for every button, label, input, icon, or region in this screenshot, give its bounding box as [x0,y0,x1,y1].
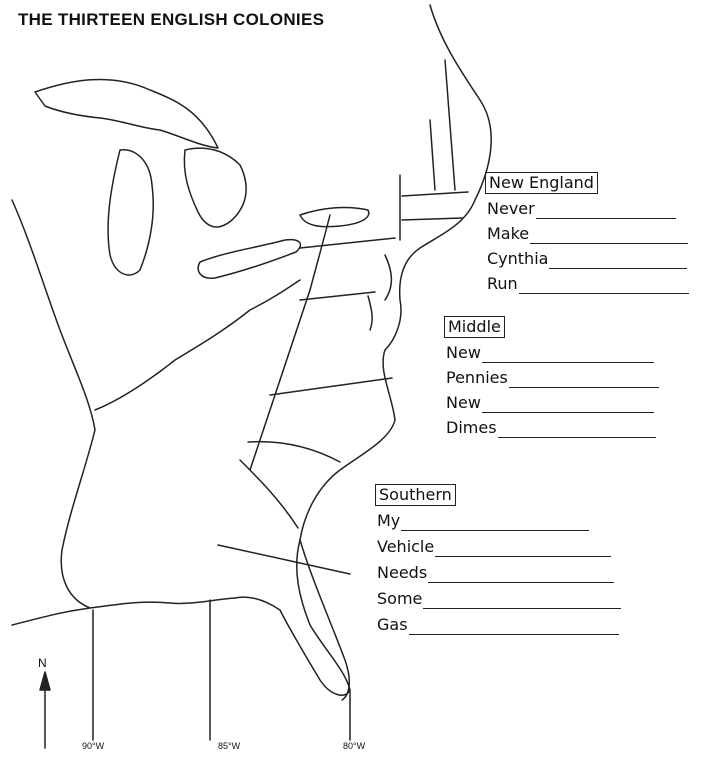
border-ga-fl [218,545,350,574]
new-england-word-3: Cynthia [487,249,549,268]
border-pa-md [300,292,375,300]
middle-blank-1[interactable] [482,348,654,363]
new-england-blank-2[interactable] [530,229,688,244]
border-ma [402,192,468,196]
southern-blank-2[interactable] [435,542,611,557]
border-ct-ri [402,218,462,220]
new-england-blank-3[interactable] [549,254,687,269]
lake-ontario [300,208,369,227]
border-nh-me [445,60,455,190]
new-england-word-1: Never [487,199,535,218]
southern-blank-4[interactable] [423,594,621,609]
border-nj [385,255,391,300]
middle-blank-4[interactable] [498,423,656,438]
lon-label-90: 90°W [82,741,105,751]
lake-michigan [108,150,153,275]
southern-word-1: My [377,511,401,530]
middle-word-2: Pennies [446,368,508,387]
middle-item-2 [446,368,659,388]
southern-word-4: Some [377,589,423,608]
new-england-heading: New England [485,172,598,194]
north-label: N [38,656,47,670]
middle-word-3: New [446,393,481,412]
new-england-item-4 [487,274,689,294]
middle-word-4: Dimes [446,418,497,437]
southern-heading: Southern [375,484,456,506]
western-border [12,200,95,608]
southern-blank-1[interactable] [401,516,589,531]
southern-blank-5[interactable] [409,620,619,635]
border-de [368,296,372,330]
new-england-item-1 [487,199,676,219]
lon-label-85: 85°W [218,741,241,751]
lake-erie [198,240,300,279]
compass-arrowhead [40,672,50,690]
southern-item-3 [377,563,614,583]
ohio-river [95,280,300,410]
southern-item-1 [377,511,589,531]
middle-blank-3[interactable] [482,398,654,413]
border-va-nc [270,378,392,395]
map-title: THE THIRTEEN ENGLISH COLONIES [18,10,325,29]
southern-item-2 [377,537,611,557]
border-vt-nh [430,120,435,190]
middle-heading: Middle [444,316,505,338]
southern-word-3: Needs [377,563,428,582]
middle-item-1 [446,343,654,363]
appalachian-line [250,215,330,470]
middle-blank-2[interactable] [509,373,659,388]
gulf-coastline [12,597,280,625]
border-ny-pa [300,238,395,248]
southern-item-5 [377,615,619,635]
border-nc-sc [248,442,340,462]
middle-item-4 [446,418,656,438]
southern-blank-3[interactable] [428,568,614,583]
new-england-word-4: Run [487,274,518,293]
middle-word-1: New [446,343,481,362]
southern-word-2: Vehicle [377,537,435,556]
new-england-item-2 [487,224,688,244]
southern-word-5: Gas [377,615,408,634]
middle-item-3 [446,393,654,413]
new-england-blank-1[interactable] [536,204,676,219]
lon-label-80: 80°W [343,741,366,751]
lake-huron [184,148,246,227]
new-england-word-2: Make [487,224,530,243]
border-sc-ga [240,460,298,528]
new-england-item-3 [487,249,687,269]
new-england-blank-4[interactable] [519,279,689,294]
lake-superior [35,79,218,148]
southern-item-4 [377,589,621,609]
